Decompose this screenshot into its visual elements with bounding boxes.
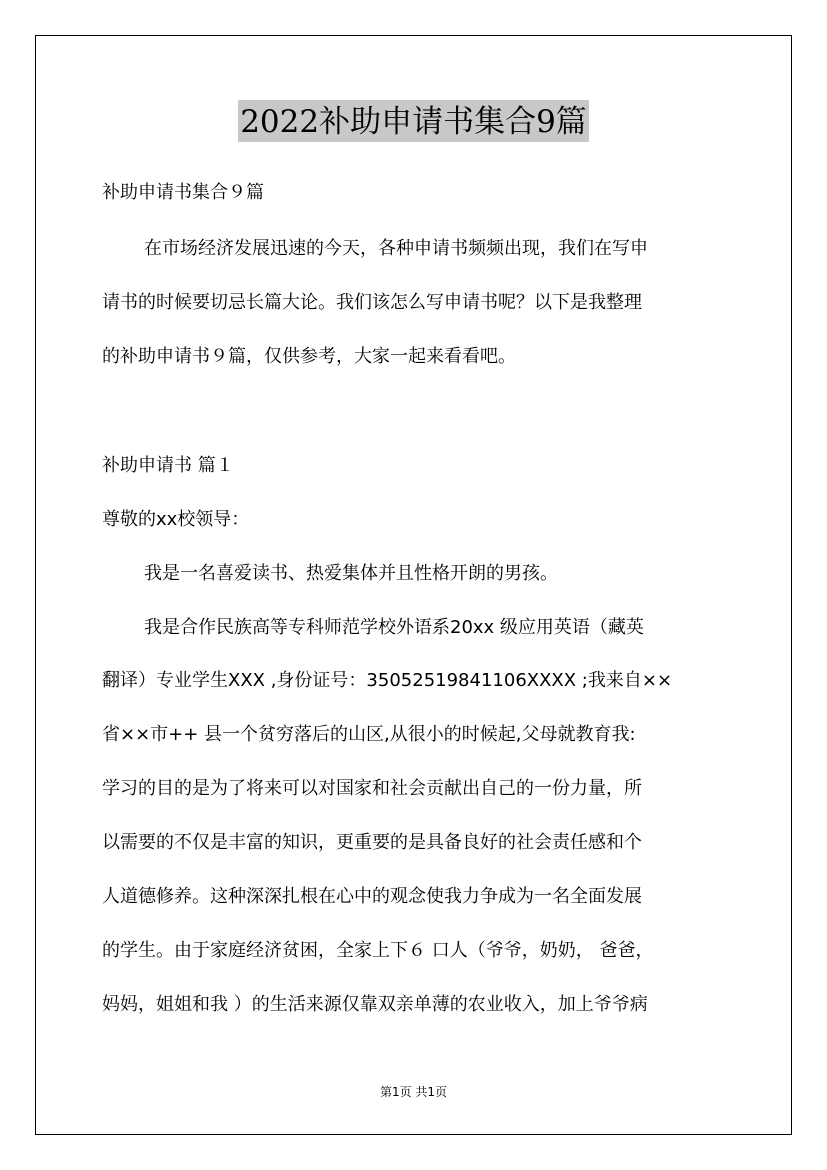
- paragraph-2-line-3: 省××市++ 县一个贫穷落后的山区,从很小的时候起,父母就教育我:: [102, 724, 636, 745]
- paragraph-2-line-5: 以需要的不仅是丰富的知识，更重要的是具备良好的社会责任感和个: [102, 832, 642, 853]
- intro-line-2: 请书的时候要切忌长篇大论。我们该怎么写申请书呢？以下是我整理: [102, 292, 642, 313]
- paragraph-2-line-1: 我是合作民族高等专科师范学校外语系20xx 级应用英语（藏英: [144, 617, 644, 638]
- paragraph-2-line-4: 学习的目的是为了将来可以对国家和社会贡献出自己的一份力量，所: [102, 778, 642, 799]
- paragraph-2-line-8: 妈妈，姐姐和我 ）的生活来源仅靠双亲单薄的农业收入，加上爷爷病: [102, 994, 648, 1015]
- intro-line-1: 在市场经济发展迅速的今天，各种申请书频频出现，我们在写申: [144, 238, 648, 259]
- page-footer: 第1页 共1页: [379, 1085, 448, 1099]
- paragraph-2-line-2: 翻译）专业学生XXX ,身份证号：35052519841106XXXX ;我来自××: [102, 670, 673, 691]
- paragraph-2-line-6: 人道德修养。这种深深扎根在心中的观念使我力争成为一名全面发展: [102, 886, 642, 907]
- paragraph-2-line-7: 的学生。由于家庭经济贫困，全家上下６ 口人（爷爷，奶奶， 爸爸，: [102, 940, 654, 961]
- document-subtitle: 补助申请书集合９篇: [102, 182, 264, 203]
- intro-line-3: 的补助申请书９篇，仅供参考，大家一起来看看吧。: [102, 346, 516, 367]
- paragraph-1: 我是一名喜爱读书、热爱集体并且性格开朗的男孩。: [144, 563, 558, 584]
- section-heading: 补助申请书 篇１: [102, 455, 234, 476]
- document-title: 2022补助申请书集合9篇: [238, 100, 589, 142]
- title-container: [0, 100, 827, 142]
- salutation: 尊敬的xx校领导：: [102, 509, 250, 530]
